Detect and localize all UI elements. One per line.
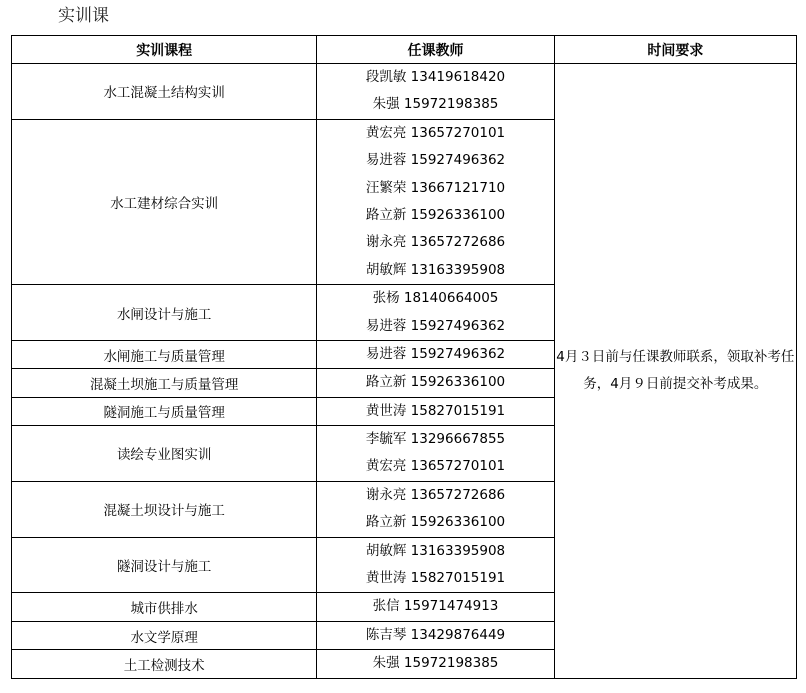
course-name: 水工建材综合实训 bbox=[12, 119, 317, 284]
teacher-contact: 张信 15971474913 bbox=[372, 598, 499, 615]
teacher-cell bbox=[317, 650, 554, 678]
teacher-cell bbox=[317, 397, 554, 425]
header-row bbox=[12, 36, 797, 64]
teacher-cell bbox=[317, 119, 554, 284]
time-requirement: 4月３日前与任课教师联系，领取补考任务，4月９日前提交补考成果。 bbox=[554, 64, 796, 679]
header-teacher: 任课教师 bbox=[317, 36, 554, 64]
course-name: 隧洞设计与施工 bbox=[12, 537, 317, 593]
course-name: 水工混凝土结构实训 bbox=[12, 64, 317, 120]
course-name: 混凝土坝设计与施工 bbox=[12, 481, 317, 537]
teacher-contact: 黄宏亮 13657270101 bbox=[365, 124, 506, 141]
teacher-contact: 张杨 18140664005 bbox=[372, 290, 499, 307]
teacher-contact: 胡敏辉 13163395908 bbox=[365, 542, 506, 559]
course-name: 隧洞施工与质量管理 bbox=[12, 397, 317, 425]
course-name: 读绘专业图实训 bbox=[12, 426, 317, 482]
teacher-cell bbox=[317, 621, 554, 649]
header-time: 时间要求 bbox=[554, 36, 796, 64]
table-row bbox=[12, 64, 797, 120]
teacher-contact: 陈吉琴 13429876449 bbox=[365, 626, 506, 643]
teacher-contact: 谢永亮 13657272686 bbox=[365, 486, 506, 503]
teacher-contact: 黄世涛 15827015191 bbox=[365, 402, 506, 419]
teacher-contact: 段凯敏 13419618420 bbox=[365, 69, 506, 85]
teacher-contact: 朱强 15972198385 bbox=[372, 96, 499, 113]
header-course: 实训课程 bbox=[12, 36, 317, 64]
teacher-contact: 汪繁荣 13667121710 bbox=[365, 179, 506, 196]
course-schedule-table bbox=[11, 35, 797, 679]
teacher-cell bbox=[317, 64, 554, 120]
course-name: 土工检测技术 bbox=[12, 650, 317, 678]
teacher-contact: 路立新 15926336100 bbox=[365, 374, 506, 391]
teacher-contact: 黄世涛 15827015191 bbox=[365, 570, 506, 587]
teacher-cell bbox=[317, 426, 554, 482]
course-name: 水文学原理 bbox=[12, 621, 317, 649]
teacher-contact: 路立新 15926336100 bbox=[365, 514, 506, 531]
course-name: 水闸施工与质量管理 bbox=[12, 340, 317, 368]
table-body bbox=[12, 64, 797, 679]
teacher-contact: 路立新 15926336100 bbox=[365, 206, 506, 223]
teacher-contact: 易进蓉 15927496362 bbox=[365, 345, 506, 362]
teacher-contact: 易进蓉 15927496362 bbox=[365, 152, 506, 169]
teacher-contact: 李毓军 13296667855 bbox=[365, 431, 506, 448]
teacher-cell bbox=[317, 481, 554, 537]
teacher-cell bbox=[317, 537, 554, 593]
teacher-cell bbox=[317, 285, 554, 341]
teacher-cell bbox=[317, 593, 554, 621]
teacher-contact: 黄宏亮 13657270101 bbox=[365, 458, 506, 475]
course-name: 混凝土坝施工与质量管理 bbox=[12, 369, 317, 397]
teacher-cell bbox=[317, 369, 554, 397]
teacher-contact: 谢永亮 13657272686 bbox=[365, 234, 506, 251]
teacher-contact: 易进蓉 15927496362 bbox=[365, 317, 506, 334]
course-name: 城市供排水 bbox=[12, 593, 317, 621]
section-title: 实训课 bbox=[58, 6, 109, 26]
course-name: 水闸设计与施工 bbox=[12, 285, 317, 341]
teacher-cell bbox=[317, 340, 554, 368]
teacher-contact: 朱强 15972198385 bbox=[372, 655, 499, 672]
teacher-contact: 胡敏辉 13163395908 bbox=[365, 261, 506, 278]
